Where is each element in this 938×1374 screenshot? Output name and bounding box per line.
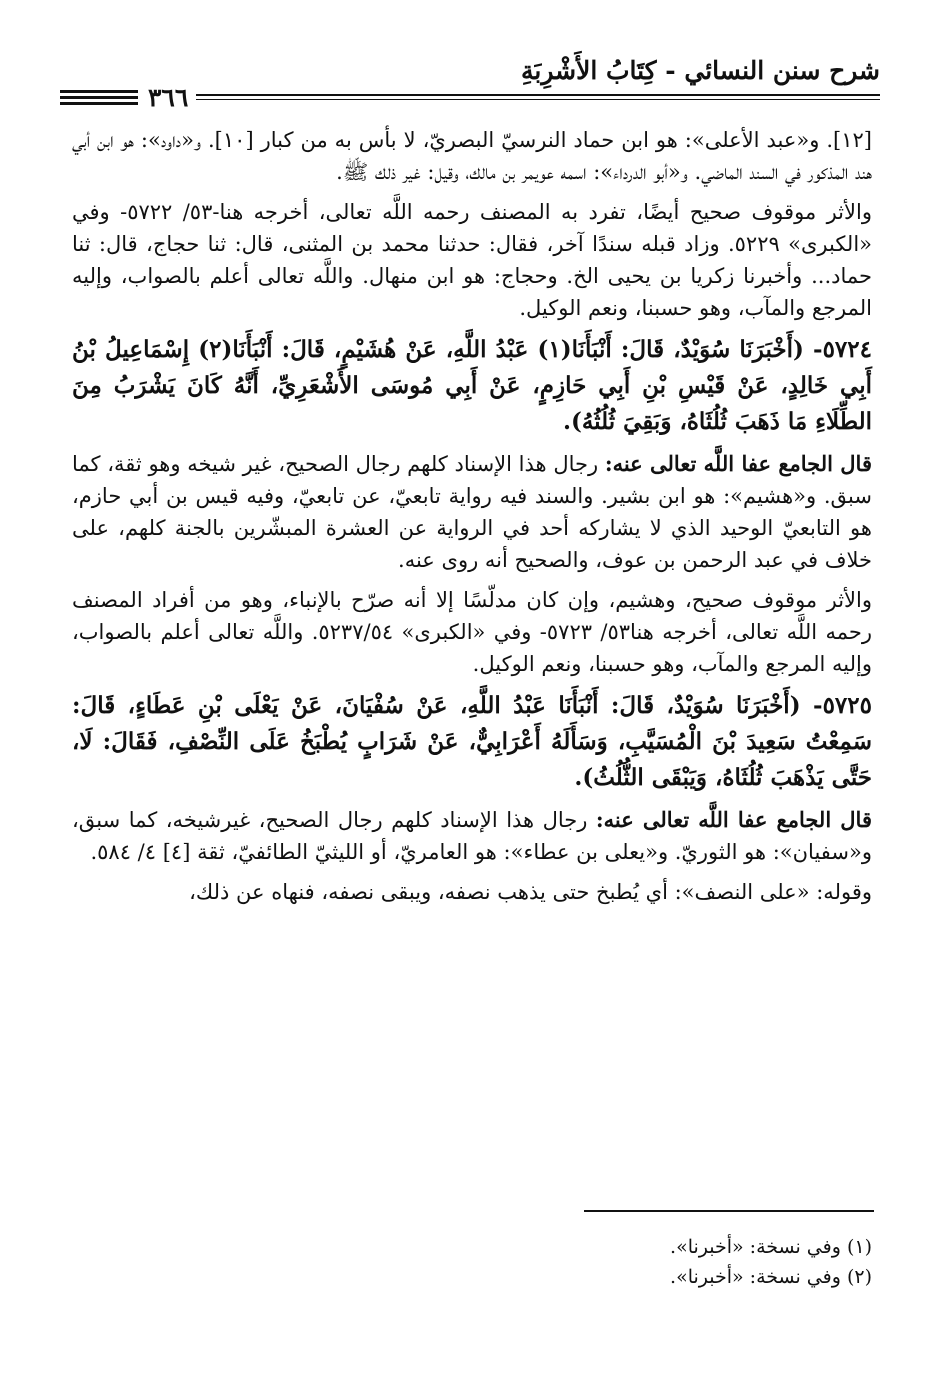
page-number-rule (60, 87, 138, 108)
paragraph: [١٢]. و«عبد الأعلى»: هو ابن حماد النرسيّ البصريّ، لا بأس به من كبار [١٠]. و«داود»: هو ابن أبي هند المذكور في السند الماضي. و«أبو الدرداء»: اسمه عويمر بن مالك، وقيل: غير ذلك ﷺ. (72, 128, 872, 184)
paragraph-lead: قال الجامع عفا اللَّه تعالى عنه: (595, 807, 872, 832)
paragraph: والأثر موقوف صحيح، وهشيم، وإن كان مدلّسًا إلا أنه صرّح بالإنباء، وهو من أفراد المصنف رحمه اللَّه تعالى، أخرجه هنا٥٣/ ٥٧٢٣- وفي «الكبرى» ٥٢٣٧/٥٤. واللَّه تعالى أعلم بالصواب، وإليه المرجع والمآب، وهو حسبنا، ونعم الوكيل. (72, 588, 872, 676)
paragraph (72, 804, 872, 868)
main-text (72, 124, 872, 916)
page-header (60, 52, 880, 112)
paragraph (72, 448, 872, 576)
page-number-group (60, 82, 196, 112)
hadith-text: ٥٧٢٤- (أَخْبَرَنَا سُوَيْدٌ، قَالَ: أَنْبَأَنَا(١) عَبْدُ اللَّهِ، عَنْ هُشَيْمٍ، قَالَ: أَنْبَأَنَا(٢) إِسْمَاعِيلُ بْنُ أَبِي خَالِدٍ، عَنْ قَيْسِ بْنِ أَبِي حَازِمٍ، عَنْ أَبِي مُوسَى الأَشْعَرِيِّ، أَنَّهُ كَانَ يَشْرَبُ مِنَ الطِّلَاءِ مَا ذَهَبَ ثُلُثَاهُ، وَبَقِيَ ثُلُثُهُ). (72, 336, 872, 435)
page-number: ٣٦٦ (148, 82, 189, 112)
header-rule (80, 94, 880, 100)
footnote: (٢) وفي نسخة: «أخبرنا». (670, 1266, 872, 1288)
paragraph-body: رجال هذا الإسناد كلهم رجال الصحيح، غيرشيخه، كما سبق، و«سفيان»: هو الثوريّ. و«يعلى بن عطاء»: هو العامريّ، أو الليثيّ الطائفيّ، ثقة [٤] ٤/ ٥٨٤. (72, 808, 872, 864)
paragraph-lead: قال الجامع عفا اللَّه تعالى عنه: (604, 451, 872, 476)
hadith-text: ٥٧٢٥- (أَخْبَرَنَا سُوَيْدٌ، قَالَ: أَنْبَأَنَا عَبْدُ اللَّهِ، عَنْ سُفْيَانَ، عَنْ يَعْلَى بْنِ عَطَاءٍ، قَالَ: سَمِعْتُ سَعِيدَ بْنَ الْمُسَيَّبِ، وَسَأَلَهُ أَعْرَابِيٌّ، عَنْ شَرَابٍ يُطْبَخُ عَلَى النِّصْفِ، فَقَالَ: لَا، حَتَّى يَذْهَبَ ثُلُثَاهُ، وَيَبْقَى الثُّلُثُ). (72, 692, 872, 791)
footnote: (١) وفي نسخة: «أخبرنا». (670, 1236, 872, 1258)
paragraph-body: رجال هذا الإسناد كلهم رجال الصحيح، غير شيخه وهو ثقة، كما سبق. و«هشيم»: هو ابن بشير. والسند فيه رواية تابعيّ، عن تابعيّ، وفيه قيس بن أبي حازم، هو التابعيّ الوحيد الذي لا يشاركه أحد في الرواية عن العشرة المبشّرين بالجنة كلهم، على خلاف في عبد الرحمن بن عوف، والصحيح أنه روى عنه. (72, 452, 872, 572)
footnote-rule (584, 1210, 874, 1212)
paragraph: والأثر موقوف صحيح أيضًا، تفرد به المصنف رحمه اللَّه تعالى، أخرجه هنا-٥٣/ ٥٧٢٢- وفي «الكبرى» ٥٢٢٩. وزاد قبله سندًا آخر، فقال: حدثنا محمد بن المثنى، قال: ثنا حجاج، قال: ثنا حماد... وأخبرنا زكريا بن يحيى الخ. وحجاج: هو ابن منهال. واللَّه تعالى أعلم بالصواب، وإليه المرجع والمآب، وهو حسبنا، ونعم الوكيل. (72, 200, 872, 320)
paragraph: وقوله: «على النصف»: أي يُطبخ حتى يذهب نصفه، ويبقى نصفه، فنهاه عن ذلك، (189, 880, 872, 904)
running-title: شرح سنن النسائي - كِتَابُ الأَشْرِبَةِ (520, 56, 880, 85)
footnotes (72, 1232, 872, 1292)
